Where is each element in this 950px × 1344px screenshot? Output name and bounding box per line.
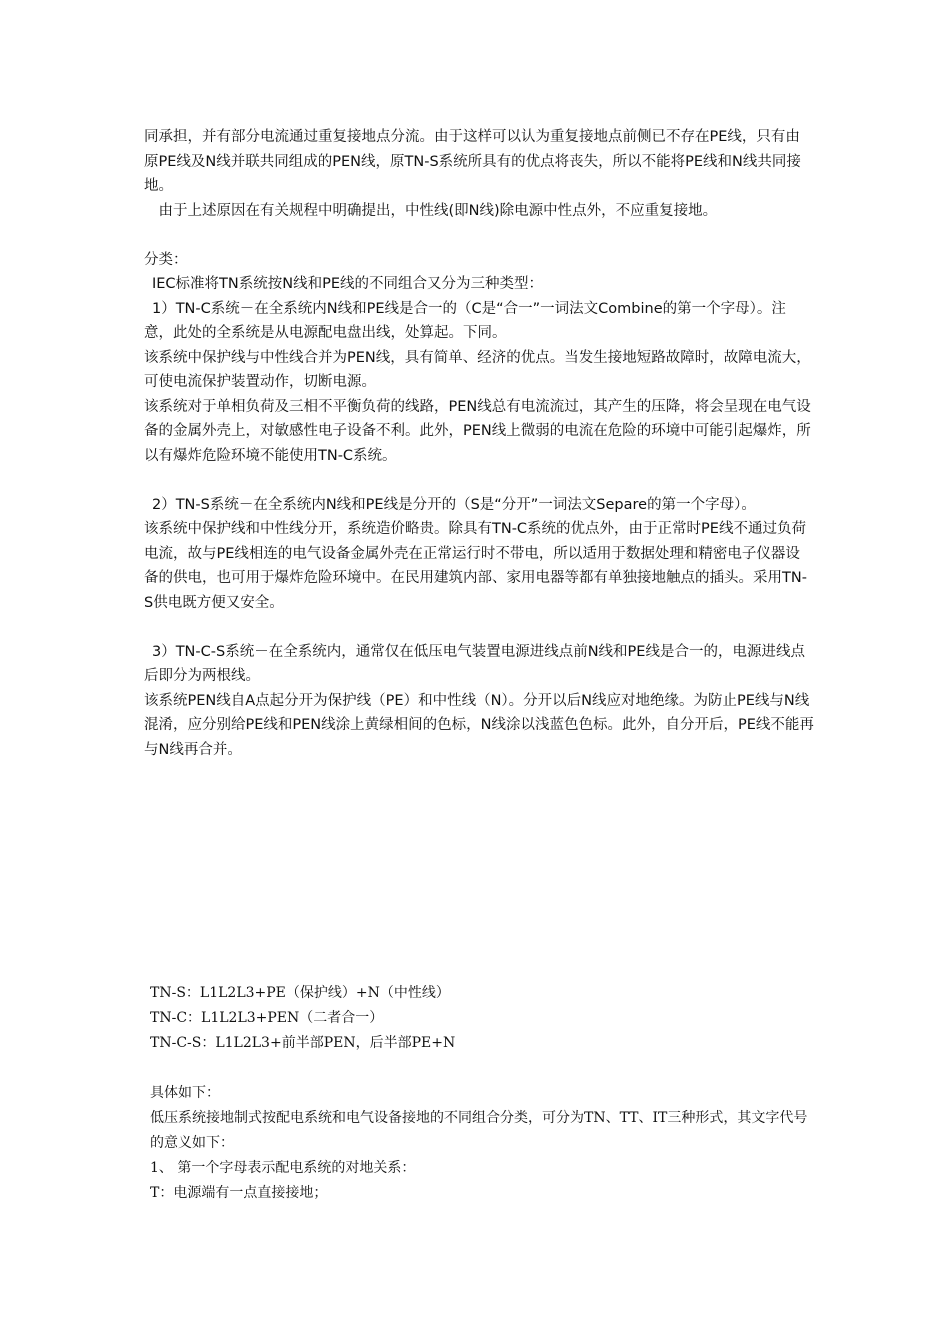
- list-item-1: 1、 第一个字母表示配电系统的对地关系：: [150, 1160, 416, 1176]
- spacer: [144, 468, 814, 493]
- t-definition: T：电源端有一点直接接地；: [150, 1185, 328, 1201]
- details-heading: 具体如下：: [150, 1085, 220, 1101]
- grounding-intro: 低压系统接地制式按配电系统和电气设备接地的不同组合分类，可分为TN、TT、IT三种形式，其文字代号的意义如下：: [150, 1110, 808, 1151]
- tn-c-s-title: 3）TN-C-S系统－在全系统内，通常仅在低压电气装置电源进线点前N线和PE线是合一的，电源进线点后即分为两根线。: [144, 643, 805, 684]
- tn-c-description-2: 该系统对于单相负荷及三相不平衡负荷的线路，PEN线总有电流流过，其产生的压降，将会呈现在电气设备的金属外壳上，对敏感性电子设备不利。此外，PEN线上微弱的电流在危险的环境中可能引起爆炸，所以有爆炸危险环境不能使用TN-C系统。: [144, 398, 811, 464]
- spacer: [144, 615, 814, 640]
- paragraph-reason: 由于上述原因在有关规程中明确提出，中性线(即N线)除电源中性点外，不应重复接地。: [158, 202, 718, 219]
- tn-c-s-summary: TN-C-S：L1L2L3+前半部PEN，后半部PE+N: [150, 1035, 456, 1051]
- classification-heading: 分类：: [144, 251, 188, 268]
- tn-s-summary: TN-S：L1L2L3+PE（保护线）+N（中性线）: [150, 985, 450, 1001]
- tn-s-title: 2）TN-S系统－在全系统内N线和PE线是分开的（S是“分开”一词法文Separe的第一个字母）。: [151, 496, 756, 513]
- paragraph-continued: 同承担，并有部分电流通过重复接地点分流。由于这样可以认为重复接地点前侧已不存在PE线，只有由原PE线及N线并联共同组成的PEN线，原TN-S系统所具有的优点将丧失，所以不能将PE线和N线共同接地。: [144, 129, 801, 194]
- spacer: [144, 223, 814, 248]
- tn-c-summary: TN-C：L1L2L3+PEN（二者合一）: [150, 1010, 384, 1026]
- summary-section: [150, 981, 810, 1206]
- iec-intro: IEC标准将TN系统按N线和PE线的不同组合又分为三种类型：: [151, 276, 543, 292]
- tn-c-description-1: 该系统中保护线与中性线合并为PEN线，具有简单、经济的优点。当发生接地短路故障时，故障电流大，可使电流保护装置动作，切断电源。: [144, 349, 811, 390]
- tn-c-s-description: 该系统PEN线自A点起分开为保护线（PE）和中性线（N）。分开以后N线应对地绝缘。为防止PE线与N线混淆，应分别给PE线和PEN线涂上黄绿相间的色标，N线涂以浅蓝色色标。此外，自分开后，PE线不能再与N线再合并。: [144, 692, 814, 758]
- tn-c-title: 1）TN-C系统－在全系统内N线和PE线是合一的（C是“合一”一词法文Combine的第一个字母）。注意，此处的全系统是从电源配电盘出线，处算起。下同。: [144, 300, 786, 341]
- spacer: [150, 1056, 810, 1081]
- tn-s-description: 该系统中保护线和中性线分开，系统造价略贵。除具有TN-C系统的优点外，由于正常时PE线不通过负荷电流，故与PE线相连的电气设备金属外壳在正常运行时不带电，所以适用于数据处理和精密电子仪器设备的供电，也可用于爆炸危险环境中。在民用建筑内部、家用电器等都有单独接地触点的插头。采用TN-S供电既方便又安全。: [144, 521, 807, 611]
- grounding-text-section: [144, 125, 814, 762]
